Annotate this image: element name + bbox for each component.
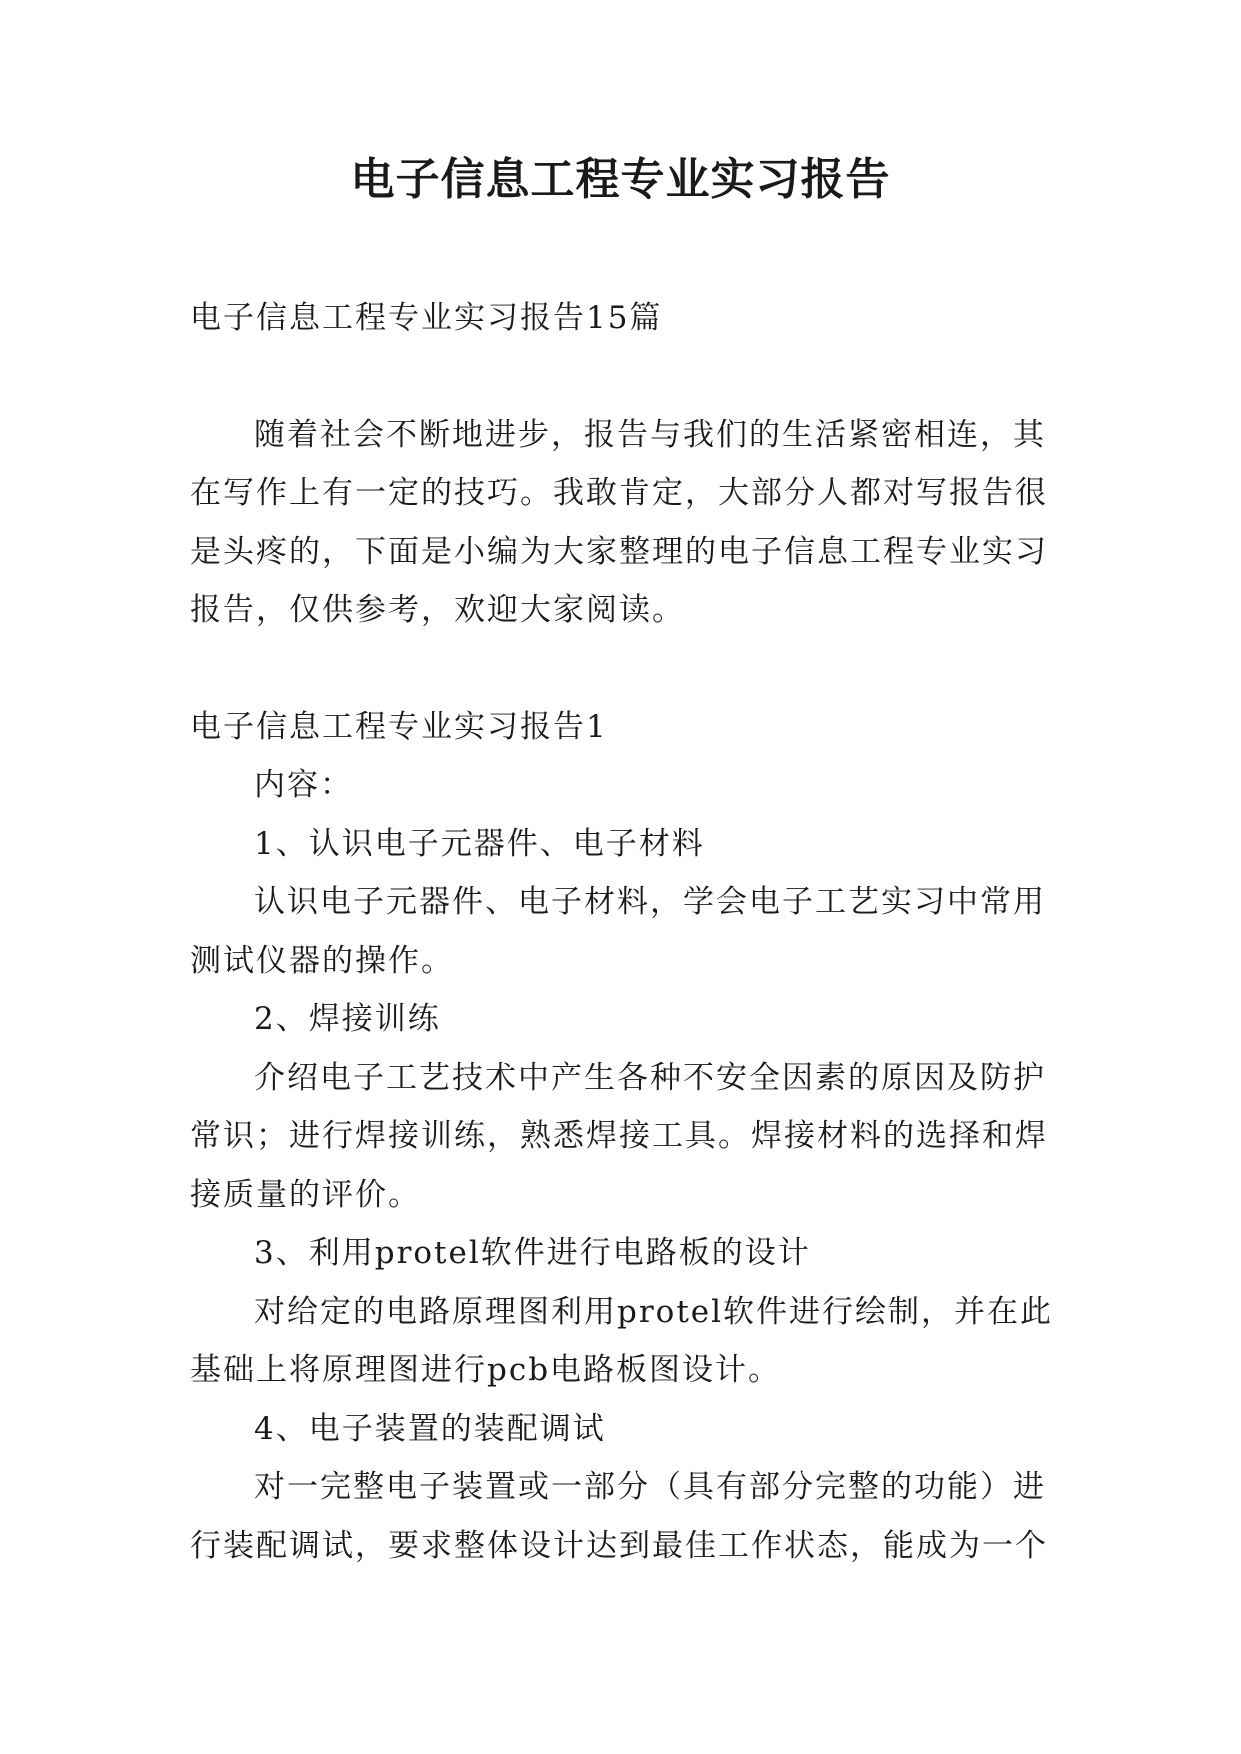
item-heading-4: 4、电子装置的装配调试	[254, 1410, 606, 1447]
content-label: 内容：	[254, 767, 353, 803]
document-title: 电子信息工程专业实习报告	[350, 154, 891, 205]
item-heading-2: 2、焊接训练	[254, 1001, 441, 1037]
item-body-1: 认识电子元器件、电子材料，学会电子工艺实习中常用测试仪器的操作。	[190, 884, 1046, 979]
intro-paragraph: 随着社会不断地进步，报告与我们的生活紧密相连，其在写作上有一定的技巧。我敢肯定，大部分人都对写报告很是头疼的，下面是小编为大家整理的电子信息工程专业实习报告，仅供参考，欢迎大家阅读。	[190, 416, 1048, 628]
item-body-3: 对给定的电路原理图利用protel软件进行绘制，并在此基础上将原理图进行pcb电路板图设计。	[190, 1293, 1054, 1388]
document-body	[190, 289, 1060, 1575]
item-body-2: 介绍电子工艺技术中产生各种不安全因素的原因及防护常识；进行焊接训练，熟悉焊接工具。焊接材料的选择和焊接质量的评价。	[190, 1059, 1048, 1213]
document-subtitle: 电子信息工程专业实习报告15篇	[190, 300, 663, 336]
item-heading-1: 1、认识电子元器件、电子材料	[254, 825, 705, 862]
item-heading-3: 3、利用protel软件进行电路板的设计	[254, 1235, 811, 1271]
item-body-4: 对一完整电子装置或一部分（具有部分完整的功能）进行装配调试，要求整体设计达到最佳工作状态，能成为一个	[190, 1469, 1048, 1564]
section-heading: 电子信息工程专业实习报告1	[190, 708, 608, 745]
